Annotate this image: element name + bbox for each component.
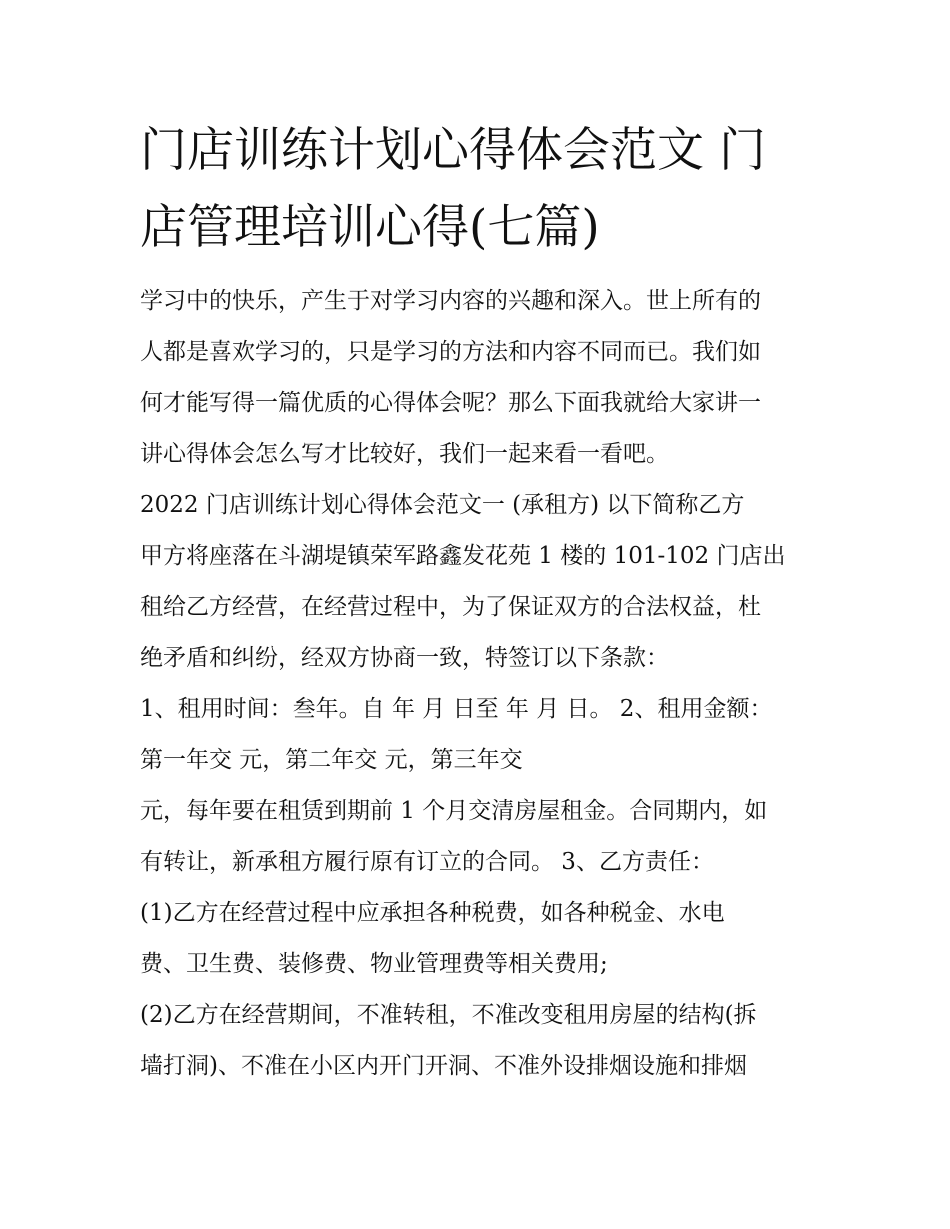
body-line: 人都是喜欢学习的，只是学习的方法和内容不同而已。我们如 (140, 339, 761, 365)
body-line: 讲心得体会怎么写才比较好，我们一起来看一看吧。 (140, 441, 669, 467)
body-line: 2022 门店训练计划心得体会范文一 (承租方) 以下简称乙方 (140, 492, 745, 518)
body-line: 绝矛盾和纠纷，经双方协商一致，特签订以下条款： (140, 645, 669, 671)
body-line: (1)乙方在经营过程中应承担各种税费，如各种税金、水电 (140, 900, 725, 926)
body-line: 元，每年要在租赁到期前 1 个月交清房屋租金。合同期内，如 (140, 798, 768, 824)
body-line: 租给乙方经营，在经营过程中，为了保证双方的合法权益，杜 (140, 594, 761, 620)
body-line: 甲方将座落在斗湖堤镇荣军路鑫发花苑 1 楼的 101-102 门店出 (140, 543, 786, 569)
body-line: 墙打洞)、不准在小区内开门开洞、不准外设排烟设施和排烟 (140, 1053, 747, 1079)
title-line: 门店训练计划心得体会范文 门 (140, 123, 766, 178)
body-line: 费、卫生费、装修费、物业管理费等相关费用; (140, 951, 608, 977)
body-line: 有转让，新承租方履行原有订立的合同。 3、乙方责任： (140, 849, 714, 875)
body-line: 第一年交 元，第二年交 元，第三年交 (140, 747, 523, 773)
body-line: (2)乙方在经营期间，不准转租，不准改变租用房屋的结构(拆 (140, 1002, 757, 1028)
body-line: 学习中的快乐，产生于对学习内容的兴趣和深入。世上所有的 (140, 288, 761, 314)
document-title (140, 112, 820, 266)
title-line: 店管理培训心得(七篇) (140, 200, 600, 255)
document-body (140, 276, 820, 1092)
body-line: 1、租用时间：叁年。自 年 月 日至 年 月 日。 2、租用金额： (140, 696, 773, 722)
body-line: 何才能写得一篇优质的心得体会呢？那么下面我就给大家讲一 (140, 390, 761, 416)
